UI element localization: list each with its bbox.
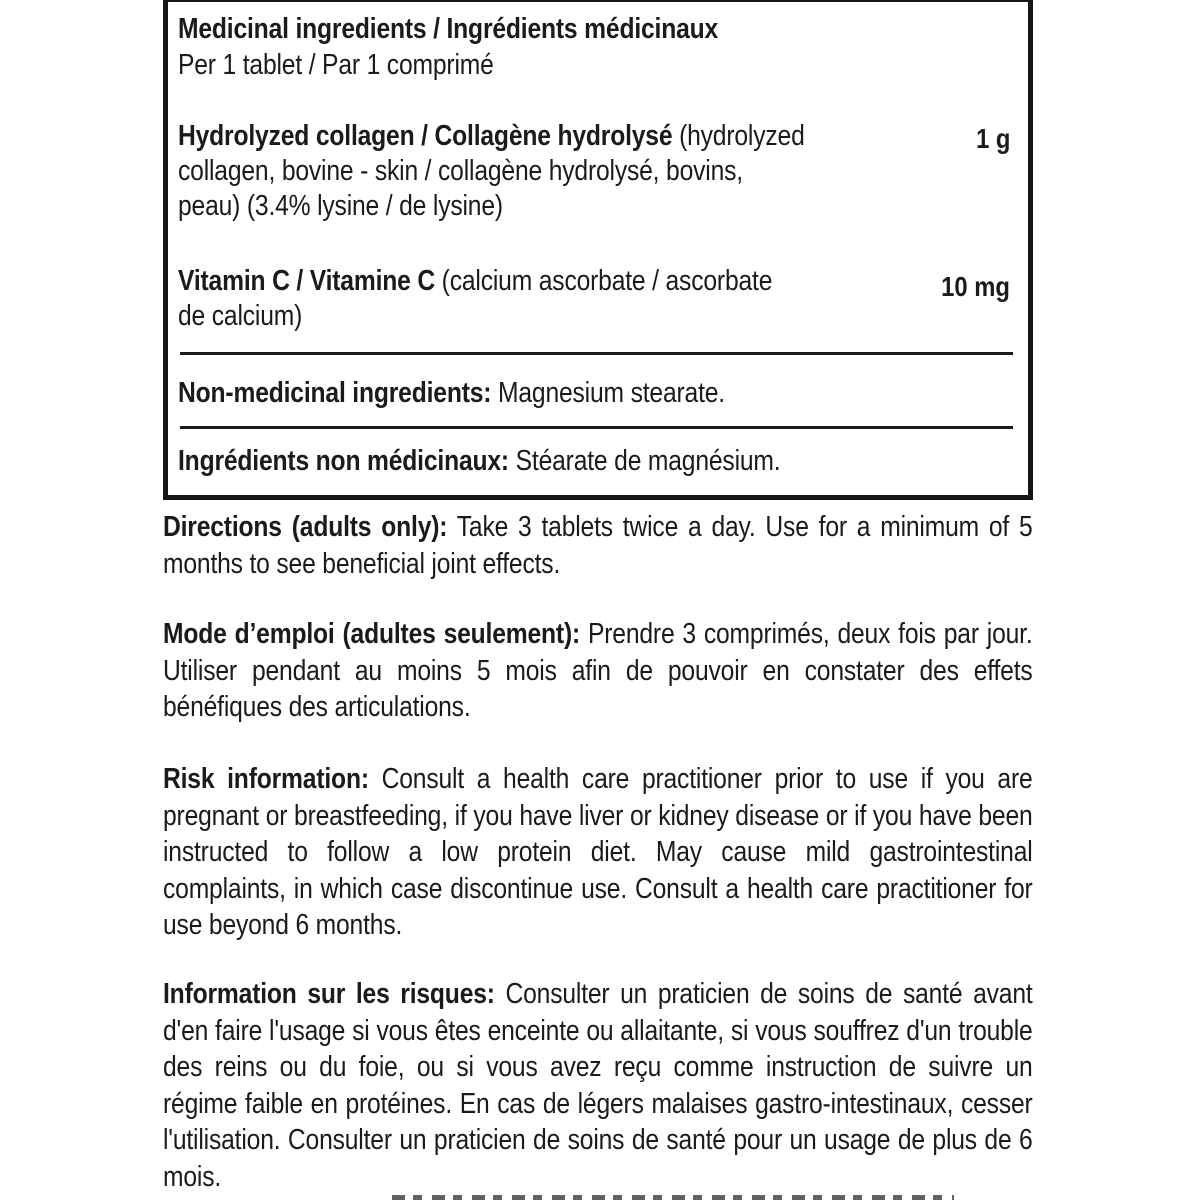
directions-fr-label: Mode d’emploi (adultes seulement):	[163, 618, 581, 650]
risk-en-text: Consult a health care practitioner prior to use if you are pregnant or breastfeeding, if you have liver or kidney disease or if you have been instructed to follow a low protein diet. May cause mild gastrointestinal complaints, in which case discontinue use. Consult a health care practitioner for use beyond 6 months.	[163, 763, 1033, 941]
medicinal-ingredients-panel	[163, 0, 1033, 500]
ingredient-detail: (calcium ascorbate / ascorbate	[434, 265, 773, 297]
non-medicinal-en-label: Non-medicinal ingredients:	[178, 377, 492, 409]
divider-rule	[180, 352, 1013, 355]
panel-content	[178, 2, 1023, 495]
directions-fr-paragraph	[163, 616, 1033, 726]
directions-fr-text: Prendre 3 comprimés, deux fois par jour. Utiliser pendant au moins 5 mois afin de pouvoir en constater des effets bénéfiques des articulations.	[163, 618, 1033, 723]
ingredient-vitamin-c	[178, 264, 1023, 334]
risk-en-paragraph	[163, 761, 1033, 944]
ingredient-line: peau) (3.4% lysine / de lysine)	[178, 190, 503, 222]
panel-title: Medicinal ingredients / Ingrédients médicinaux	[178, 13, 719, 45]
ingredient-name: Vitamin C / Vitamine C	[178, 265, 435, 297]
directions-en-label: Directions (adults only):	[163, 511, 448, 543]
risk-fr-text: Consulter un praticien de soins de santé avant d'en faire l'usage si vous êtes enceinte ou allaitante, si vous souffrez d'un trouble des reins ou du foie, ou si vous avez reçu comme instruction de suivre un régime faible en protéines. En cas de légers malaises gastro-intestinaux, cesser l'utilisation. Consulter un praticien de soins de santé pour un usage de plus de 6 mois.	[163, 978, 1033, 1193]
ingredient-line	[178, 264, 1023, 299]
ingredient-collagen	[178, 119, 1023, 224]
ingredient-line: collagen, bovine - skin / collagène hydrolysé, bovins,	[178, 155, 743, 187]
section-directions-fr	[163, 616, 1033, 726]
ingredient-detail: (hydrolyzed	[672, 120, 805, 152]
non-medicinal-en-text: Magnesium stearate.	[491, 377, 725, 409]
risk-en-label: Risk information:	[163, 763, 369, 795]
risk-fr-paragraph	[163, 976, 1033, 1195]
risk-fr-label: Information sur les risques:	[163, 978, 495, 1010]
non-medicinal-fr-text: Stéarate de magnésium.	[508, 445, 781, 477]
directions-en-paragraph	[163, 509, 1033, 582]
directions-en-text: Take 3 tablets twice a day. Use for a minimum of 5 months to see beneficial joint effects.	[163, 511, 1033, 580]
non-medicinal-fr	[178, 443, 1023, 479]
section-risk-fr	[163, 976, 1033, 1195]
ingredient-line: de calcium)	[178, 300, 303, 332]
section-risk-en	[163, 761, 1033, 944]
non-medicinal-fr-label: Ingrédients non médicinaux:	[178, 445, 509, 477]
cropped-next-line-artifact	[392, 1195, 954, 1200]
ingredient-name: Hydrolyzed collagen / Collagène hydrolysé	[178, 120, 673, 152]
amount-vitamin-c: 10 mg	[941, 271, 1010, 302]
panel-header	[178, 11, 1023, 83]
divider-rule	[180, 426, 1013, 429]
serving-size: Per 1 tablet / Par 1 comprimé	[178, 49, 494, 81]
ingredient-line	[178, 119, 1023, 154]
section-directions-en	[163, 509, 1033, 582]
non-medicinal-en	[178, 375, 1023, 411]
amount-collagen: 1 g	[975, 123, 1010, 154]
